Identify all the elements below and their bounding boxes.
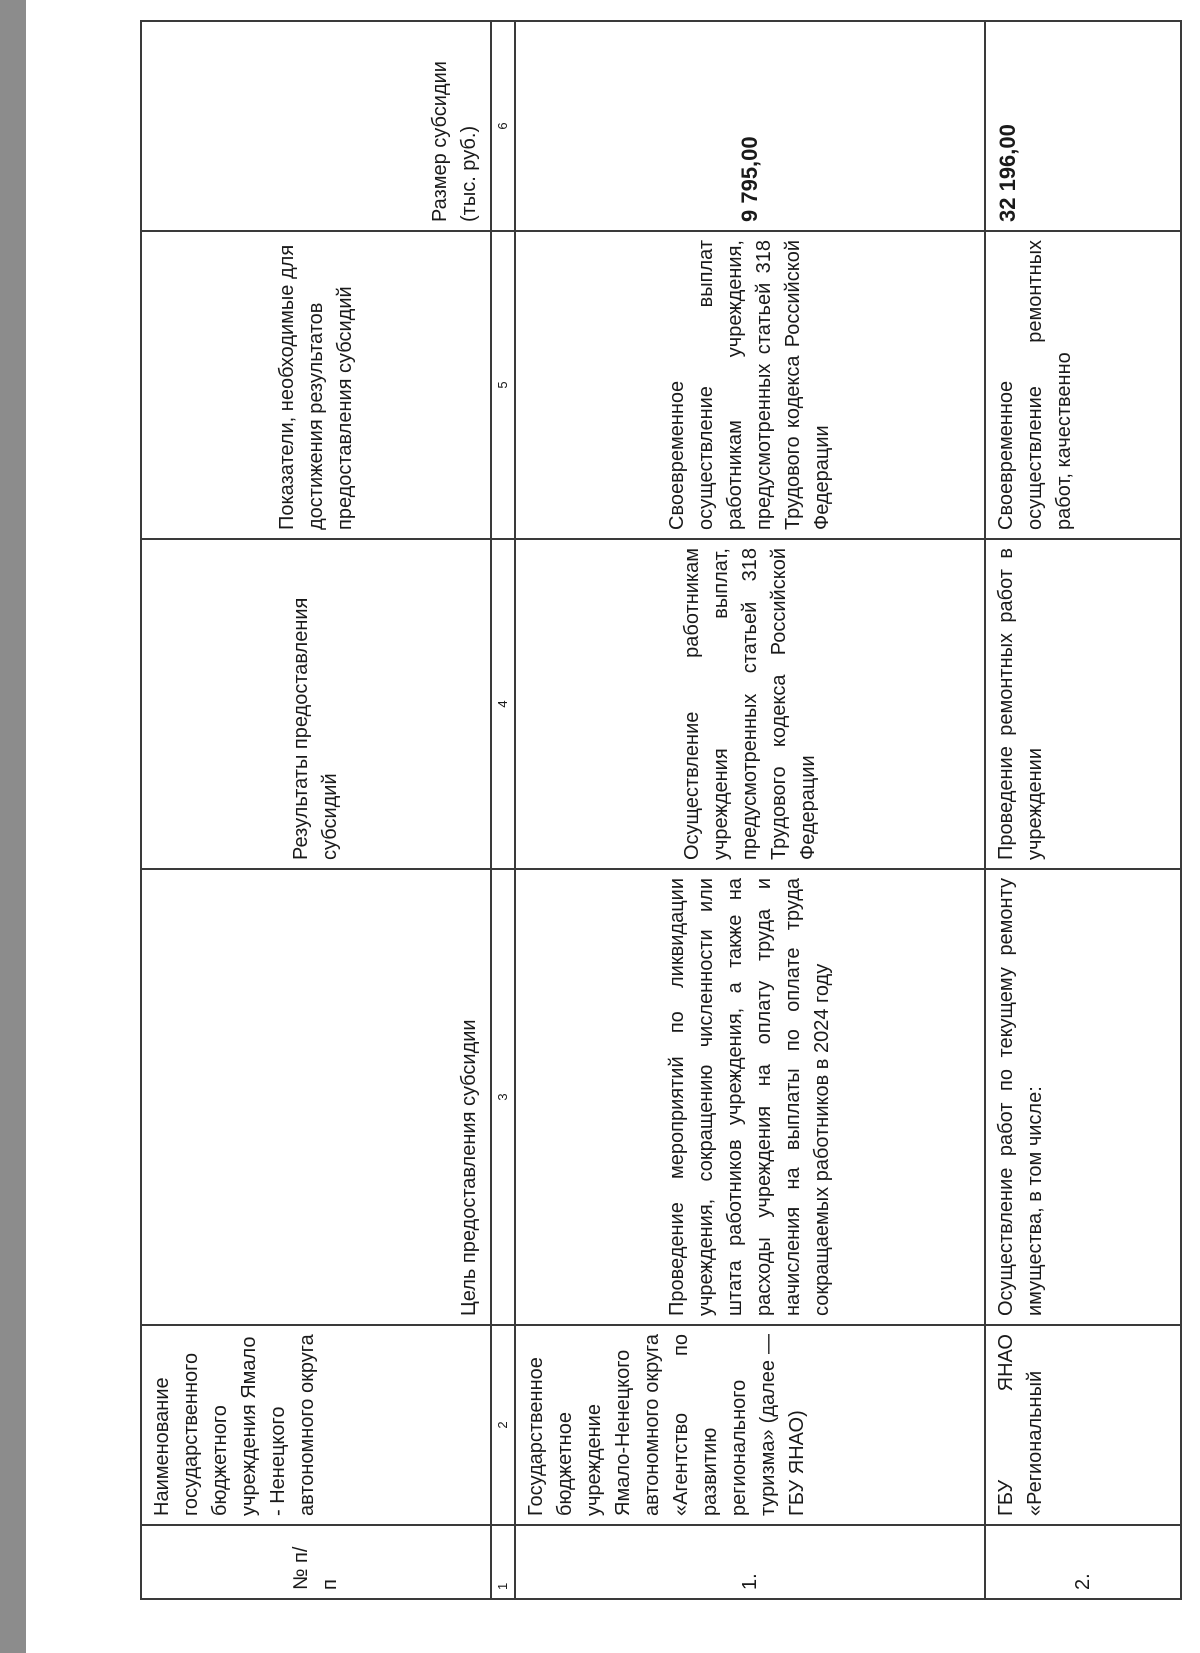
institution-name: Государственное бюджетное учреждение Ямало-Ненецкого автономного округа «Агентство по развитию регионального туризма» (далее — ГБУ ЯНАО) bbox=[515, 1325, 985, 1525]
header-amount: Размер субсидии (тыс. руб.) bbox=[141, 21, 491, 231]
table-row bbox=[515, 21, 985, 1599]
rotated-page bbox=[140, 22, 1182, 1600]
row-number: 2. bbox=[985, 1525, 1181, 1599]
column-number: 2 bbox=[491, 1325, 515, 1525]
column-number-row bbox=[491, 21, 515, 1599]
scan-margin-strip bbox=[0, 0, 26, 1653]
column-number: 3 bbox=[491, 869, 515, 1325]
subsidy-purpose: Осуществление работ по текущему ремонту имущества, в том числе: bbox=[985, 869, 1181, 1325]
column-number: 4 bbox=[491, 539, 515, 869]
header-purpose: Цель предоставления субсидии bbox=[141, 869, 491, 1325]
row-number: 1. bbox=[515, 1525, 985, 1599]
subsidy-amount: 9 795,00 bbox=[515, 21, 985, 231]
subsidy-amount: 32 196,00 bbox=[985, 21, 1181, 231]
subsidy-result: Проведение ремонтных работ в учреждении bbox=[985, 539, 1181, 869]
header-number: № п/ п bbox=[141, 1525, 491, 1599]
column-number: 5 bbox=[491, 231, 515, 539]
subsidy-indicator: Своевременное осуществление ремонтных работ, качественно bbox=[985, 231, 1181, 539]
column-number: 6 bbox=[491, 21, 515, 231]
subsidy-table bbox=[140, 20, 1182, 1600]
header-result: Результаты предоставления субсидий bbox=[141, 539, 491, 869]
table-row bbox=[985, 21, 1181, 1599]
subsidy-indicator: Своевременное осуществление выплат работникам учреждения, предусмотренных статьей 318 Трудового кодекса Российской Федерации bbox=[515, 231, 985, 539]
table-header-row bbox=[141, 21, 491, 1599]
subsidy-purpose: Проведение мероприятий по ликвидации учреждения, сокращению численности или штата работников учреждения, а также на расходы учреждения на оплату труда и начисления на выплаты по оплате труда сокращаемых работников в 2024 году bbox=[515, 869, 985, 1325]
subsidy-result: Осуществление работникам учреждения выплат, предусмотренных статьей 318 Трудового кодекса Российской Федерации bbox=[515, 539, 985, 869]
header-institution: Наименование государственного бюджетного учреждения Ямало - Ненецкого автономного округа bbox=[141, 1325, 491, 1525]
column-number: 1 bbox=[491, 1525, 515, 1599]
header-indicator: Показатели, необходимые для достижения результатов предоставления субсидий bbox=[141, 231, 491, 539]
institution-name: ГБУ ЯНАО «Региональный bbox=[985, 1325, 1181, 1525]
